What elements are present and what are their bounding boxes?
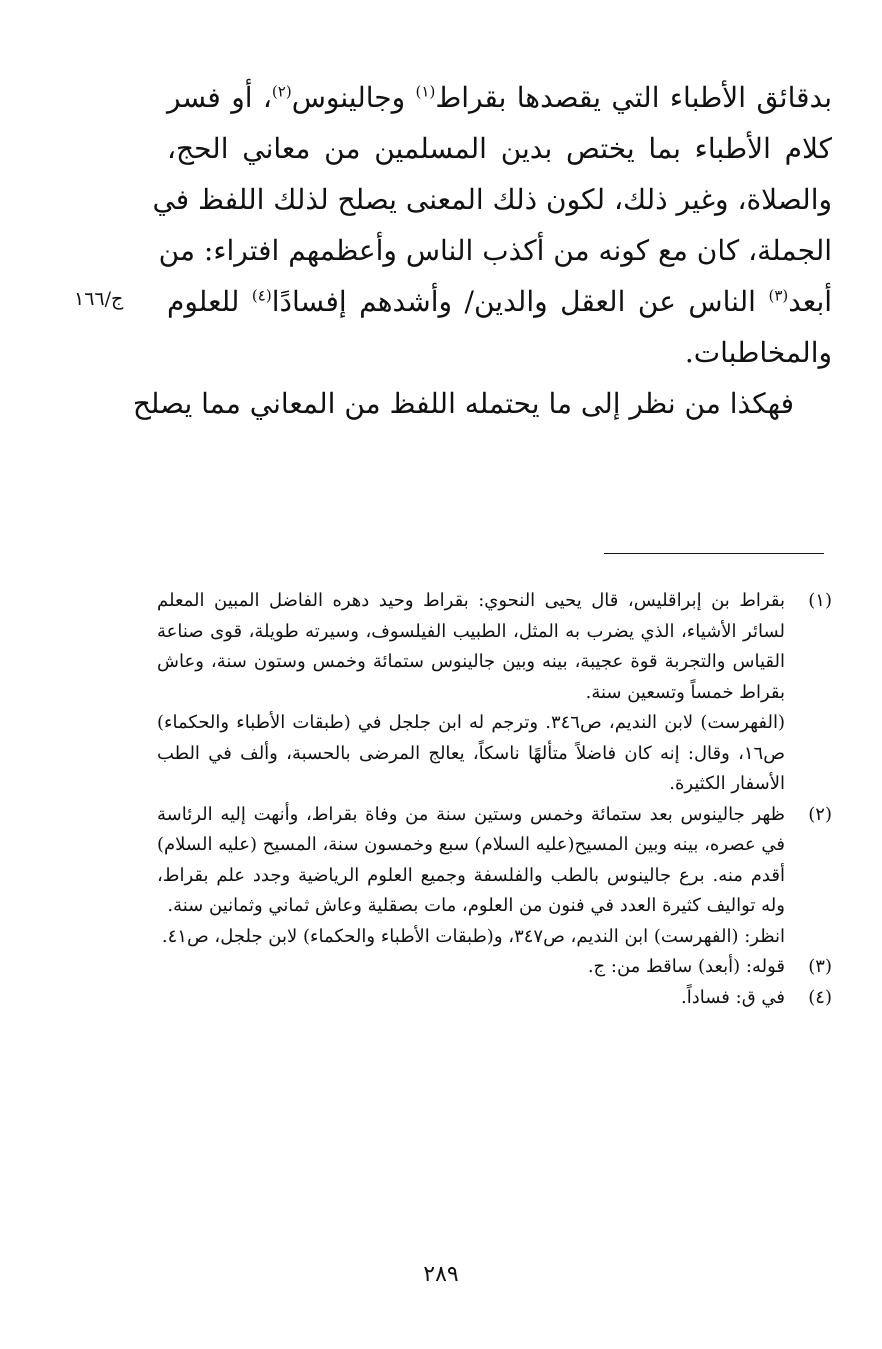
footnote-ref-1: (١) (415, 82, 436, 101)
manuscript-folio-note: ج/١٦٦ (74, 288, 124, 310)
footnote-paragraph: انظر: (الفهرست) ابن النديم، ص٣٤٧، و(طبقات الأطباء والحكماء) لابن جلجل، ص٤١. (161, 925, 785, 947)
footnote-3 (157, 952, 832, 983)
footnote-paragraph: قوله: (أبعد) ساقط من: ج. (587, 956, 785, 977)
footnote-ref-3: (٣) (768, 286, 789, 305)
main-body-text (132, 72, 833, 429)
body-line-5-part-c: للعلوم (167, 285, 252, 318)
body-line-1 (167, 72, 832, 123)
body-line-5-part-a: أبعد (788, 285, 833, 318)
body-line-5-part-b: الناس عن العقل والدين/ وأشدهم إفسادًا (271, 285, 769, 318)
footnotes-section (157, 586, 832, 1013)
body-line-5 (167, 276, 832, 327)
page-number: ٢٨٩ (423, 1262, 459, 1287)
footnote-ref-2: (٢) (271, 82, 292, 101)
footnote-paragraph: بقراط بن إبراقليس، قال يحيى النحوي: بقراط وحيد دهره الفاضل المبين المعلم لسائر الأشياء، الذي يضرب به المثل، الطبيب الفيلسوف، وسيرته طويلة، قوى صناعة القياس والتجربة قوة عجيبة، بينه وبين جالينوس ستمائة وخمس وستون سنة، وعاش بقراط خمساً وتسعين سنة. (157, 590, 785, 703)
footnote-paragraph: في ق: فساداً. (681, 986, 785, 1008)
footnote-ref-4: (٤) (251, 286, 272, 305)
body-line-1-part-b: وجالينوس (291, 81, 416, 114)
footnote-paragraph: (الفهرست) لابن النديم، ص٣٤٦. وترجم له ابن جلجل في (طبقات الأطباء والحكماء) ص١٦، وقال: إنه كان فاضلاً متألهًا ناسكاً، يعالج المرضى بالحسبة، وألف في الطب الأسفار الكثيرة. (157, 712, 785, 794)
footnote-4 (157, 983, 832, 1014)
footnote-number: (١) (808, 590, 832, 611)
body-line-7: فهكذا من نظر إلى ما يحتمله اللفظ من المعاني مما يصلح (132, 387, 794, 420)
body-line-6: والمخاطبات. (684, 336, 832, 369)
body-line-1-part-a: بدقائق الأطباء التي يقصدها بقراط (435, 81, 832, 114)
body-line-1-part-c: ، أو فسر (167, 81, 272, 114)
footnote-number: (٣) (808, 956, 832, 977)
body-line-3: والصلاة، وغير ذلك، لكون ذلك المعنى يصلح لذلك اللفظ في (152, 183, 832, 216)
footnote-1 (157, 586, 832, 800)
footnote-number: (٢) (808, 803, 832, 825)
footnote-number: (٤) (808, 986, 832, 1008)
body-line-4: الجملة، كان مع كونه من أكذب الناس وأعظمهم افتراء: من (158, 234, 832, 267)
footnote-separator (604, 553, 824, 554)
footnote-paragraph: ظهر جالينوس بعد ستمائة وخمس وستين سنة من وفاة بقراط، وأنهت إليه الرئاسة في عصره، بينه وبين المسيح(عليه السلام) سبع وخمسون سنة، المسيح (عليه السلام) أقدم منه. برع جالينوس بالطب والفلسفة وجميع العلوم الرياضية وجدد علم بقراط، وله تواليف كثيرة العدد في فنون من العلوم، مات بصقلية وعاش ثماني وثمانين سنة. (157, 803, 785, 916)
body-line-2: كلام الأطباء بما يختص بدين المسلمين من معاني الحج، (167, 132, 832, 165)
footnote-2 (157, 800, 832, 953)
